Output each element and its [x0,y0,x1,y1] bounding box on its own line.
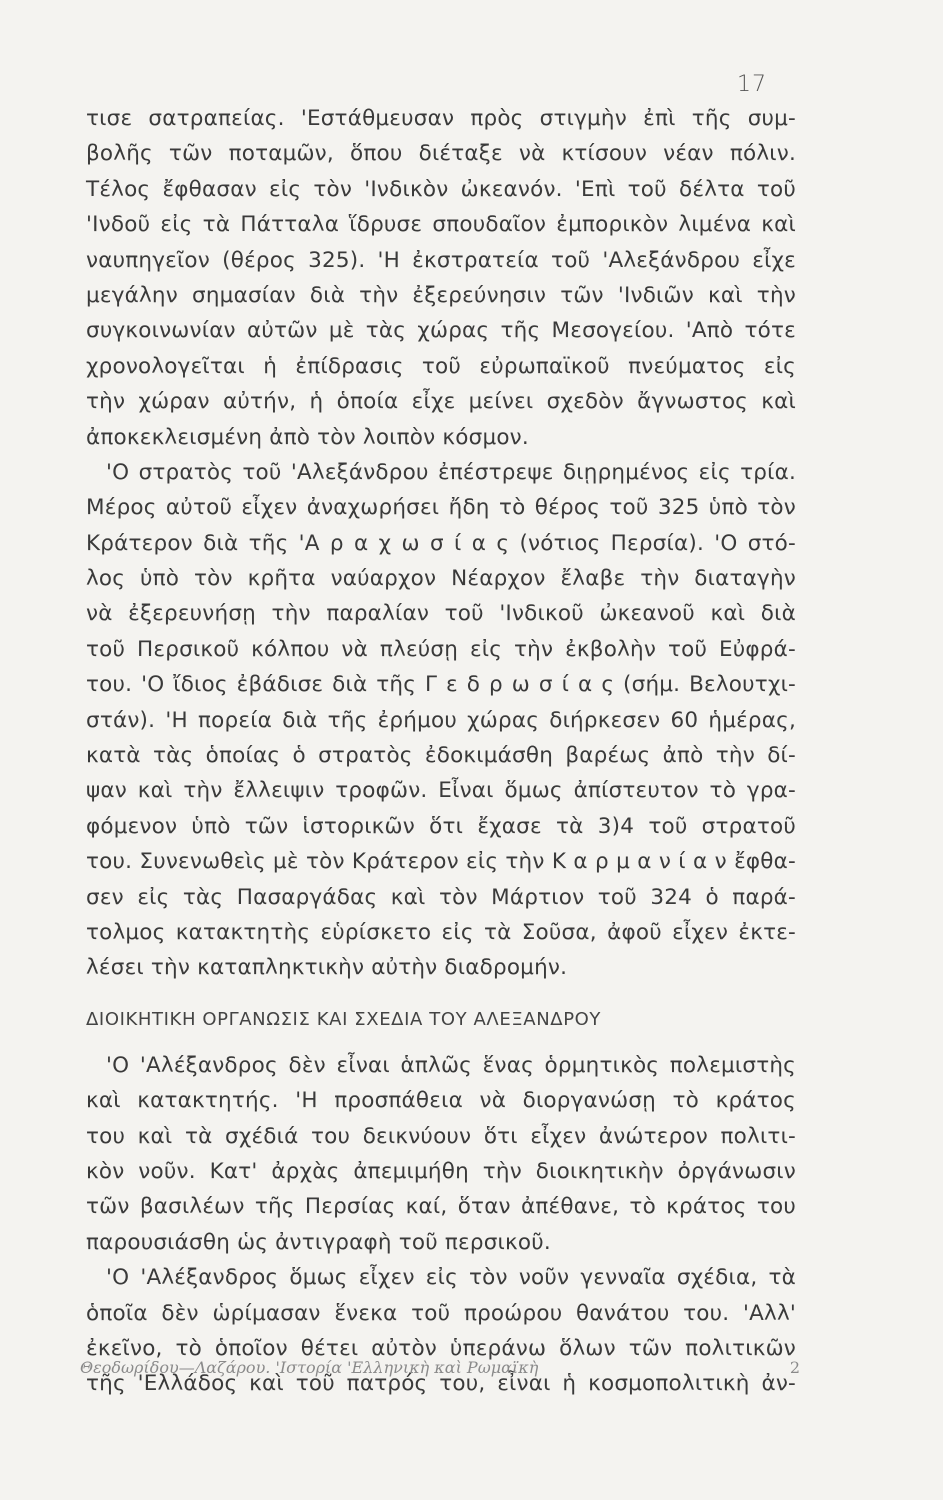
text-line: τῆς 'Ελλάδος καὶ τοῦ πατρός του, εἶναι ἡ κοσμοπολιτικὴ ἀν- [86,1371,796,1397]
text-line: 'Ο 'Αλέξανδρος ὅμως εἶχεν εἰς τὸν νοῦν γενναῖα σχέδια, τὰ [106,1265,796,1291]
text-line: ἐκεῖνο, τὸ ὁποῖον θέτει αὐτὸν ὑπεράνω ὅλων τῶν πολιτικῶν [86,1335,796,1361]
text-line: Τέλος ἔφθασαν εἰς τὸν 'Ινδικὸν ὠκεανόν. 'Επὶ τοῦ δέλτα τοῦ [86,176,796,202]
paragraph-3 [86,1048,796,1260]
page-text [86,101,796,1402]
text-line: Μέρος αὐτοῦ εἶχεν ἀναχωρήσει ἤδη τὸ θέρος τοῦ 325 ὑπὸ τὸν [86,495,796,521]
text-line: φόμενον ὑπὸ τῶν ἱστορικῶν ὅτι ἔχασε τὰ 3)4 τοῦ στρατοῦ [86,813,796,839]
text-line: κὸν νοῦν. Κατ' ἀρχὰς ἀπεμιμήθη τὴν διοικητικὴν ὀργάνωσιν [86,1158,796,1184]
text-line: ψαν καὶ τὴν ἔλλειψιν τροφῶν. Εἶναι ὅμως ἀπίστευτον τὸ γρα- [86,778,796,804]
text-line: λέσει τὴν καταπληκτικὴν αὐτὴν διαδρομήν. [86,955,568,981]
text-line: τισε σατραπείας. 'Εστάθμευσαν πρὸς στιγμὴν ἐπὶ τῆς συμ- [86,106,796,131]
text-line: 'Ο στρατὸς τοῦ 'Αλεξάνδρου ἐπέστρεψε διῃρημένος εἰς τρία. [106,459,796,485]
text-line: του καὶ τὰ σχέδιά του δεικνύουν ὅτι εἶχεν ἀνώτερον πολιτι- [86,1123,796,1149]
text-line: συγκοινωνίαν αὐτῶν μὲ τὰς χώρας τῆς Μεσογείου. 'Απὸ τότε [86,318,796,344]
text-line: τοῦ Περσικοῦ κόλπου νὰ πλεύσῃ εἰς τὴν ἐκβολὴν τοῦ Εὐφρά- [86,636,796,662]
text-line: του. Συνενωθεὶς μὲ τὸν Κράτερον εἰς τὴν Κ α ρ μ α ν ί α ν ἔφθα- [86,849,796,875]
text-line: στάν). 'Η πορεία διὰ τῆς ἐρήμου χώρας διήρκεσεν 60 ἡμέρας, [86,707,796,733]
text-line: τολμος κατακτητὴς εὑρίσκετο εἰς τὰ Σοῦσα, ἀφοῦ εἶχεν ἐκτε- [86,919,796,945]
text-line: μεγάλην σημασίαν διὰ τὴν ἐξερεύνησιν τῶν 'Ινδιῶν καὶ τὴν [86,282,796,308]
text-line: ὁποῖα δὲν ὡρίμασαν ἕνεκα τοῦ προώρου θανάτου του. 'Αλλ' [86,1300,796,1326]
text-line: τὴν χώραν αὐτήν, ἡ ὁποία εἶχε μείνει σχεδὸν ἄγνωστος καὶ [86,389,796,415]
text-line: λος ὑπὸ τὸν κρῆτα ναύαρχον Νέαρχον ἔλαβε τὴν διαταγὴν [86,566,796,592]
paragraph-1 [86,101,796,455]
text-line: βολῆς τῶν ποταμῶν, ὅπου διέταξε νὰ κτίσουν νέαν πόλιν. [86,141,796,167]
text-line: τῶν βασιλέων τῆς Περσίας καί, ὅταν ἀπέθανε, τὸ κράτος του [86,1194,796,1220]
text-line: παρουσιάσθη ὡς ἀντιγραφὴ τοῦ περσικοῦ. [86,1229,551,1255]
page-number: 17 [737,72,767,97]
text-line: Κράτερον διὰ τῆς 'Α ρ α χ ω σ ί α ς (νότιος Περσία). 'Ο στό- [86,530,796,556]
paragraph-4 [86,1260,796,1402]
text-line: ἀποκεκλεισμένη ἀπὸ τὸν λοιπὸν κόσμον. [86,424,529,450]
footer [80,1358,800,1377]
text-line: σεν εἰς τὰς Πασαργάδας καὶ τὸν Μάρτιον τοῦ 324 ὁ παρά- [86,884,796,910]
text-line: 'Ινδοῦ εἰς τὰ Πάτταλα ἵδρυσε σπουδαῖον ἐμπορικὸν λιμένα καὶ [86,212,796,238]
text-line: κατὰ τὰς ὁποίας ὁ στρατὸς ἐδοκιμάσθη βαρέως ἀπὸ τὴν δί- [86,743,796,769]
text-line: νὰ ἐξερευνήσῃ τὴν παραλίαν τοῦ 'Ινδικοῦ ὠκεανοῦ καὶ διὰ [86,601,796,627]
signature-mark: 2 [789,1358,800,1377]
text-line: 'Ο 'Αλέξανδρος δὲν εἶναι ἁπλῶς ἕνας ὁρμητικὸς πολεμιστὴς [106,1052,796,1078]
section-heading: ΔΙΟΙΚΗΤΙΚΗ ΟΡΓΑΝΩΣΙΣ ΚΑΙ ΣΧΕΔΙΑ ΤΟΥ ΑΛΕΞΑΝΔΡΟΥ [86,1008,602,1030]
paragraph-2 [86,455,796,986]
text-line: χρονολογεῖται ἡ ἐπίδρασις τοῦ εὐρωπαϊκοῦ πνεύματος εἰς [86,353,796,379]
text-line: του. 'Ο ἴδιος ἐβάδισε διὰ τῆς Γ ε δ ρ ω σ ί α ς (σήμ. Βελουτχι- [86,672,796,698]
footer-text: Θεοδωρίδου—Λαζάρου. 'Ιστορία 'Ελληνικὴ καὶ Ρωμαϊκὴ [80,1358,539,1377]
text-line: καὶ κατακτητής. 'Η προσπάθεια νὰ διοργανώσῃ τὸ κράτος [86,1088,796,1114]
text-line: ναυπηγεῖον (θέρος 325). 'Η ἐκστρατεία τοῦ 'Αλεξάνδρου εἶχε [86,247,796,273]
